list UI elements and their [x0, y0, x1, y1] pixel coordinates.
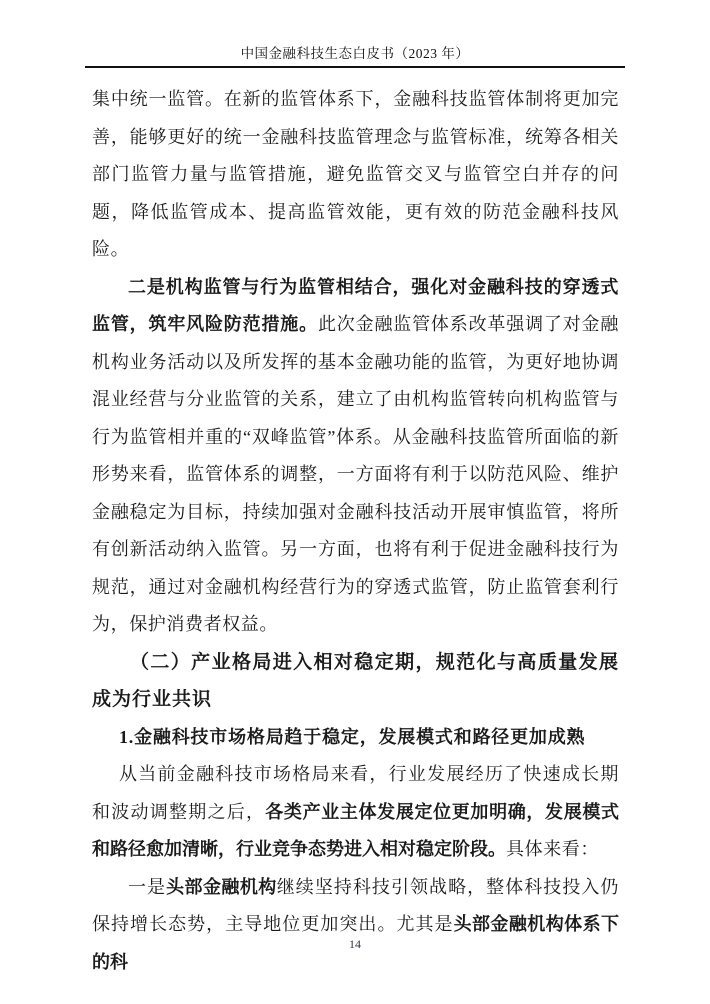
paragraph-3-bold: 各类产业主体发展定位更加明确，发展模式和路径愈加清晰，行业竞争态势进入相对稳定阶段。: [92, 801, 619, 859]
paragraph-2-bold-lead: 二是机构监管与行为监管相结合，强化对金融科技的穿透式监管，筑牢风险防范措施。: [92, 276, 619, 334]
header-title: 中国金融科技生态白皮书（2023 年）: [240, 46, 470, 61]
section-heading: [92, 644, 619, 719]
body-text: [92, 81, 619, 981]
paragraph-4-regular-2: 继续坚持科技引领战略，整体科技投入仍保持增长态势，主导地位更加突出。尤其是: [92, 876, 620, 934]
paragraph-4-bold-1: 头部金融机构: [166, 876, 277, 897]
sub-section-heading: [92, 719, 619, 757]
paragraph-3-regular-1: 从当前金融科技市场格局来看，行业发展经历了快速成长期和波动调整期之后，: [92, 764, 619, 822]
paragraph-1-text: 集中统一监管。在新的监管体系下，金融科技监管体制将更加完善，能够更好的统一金融科技监管理念与监管标准，统筹各相关部门监管力量与监管措施，避免监管交叉与监管空白并存的问题，降低监管成本、提高监管效能，更有效的防范金融科技风险。: [92, 89, 619, 259]
paragraph-4: [92, 869, 619, 982]
paragraph-4-regular-1: 一是: [128, 876, 167, 897]
paragraph-2: [92, 269, 619, 644]
page-header: [85, 45, 625, 68]
sub-section-heading-text: 1.金融科技市场格局趋于稳定，发展模式和路径更加成熟: [119, 726, 586, 747]
page-number: 14: [349, 937, 361, 951]
page-footer: [0, 937, 710, 952]
paragraph-4-bold-2: 头部金融机构体系下的科: [92, 914, 619, 972]
paragraph-2-regular: 此次金融监管体系改革强调了对金融机构业务活动以及所发挥的基本金融功能的监管，为更好地协调混业经营与分业监管的关系，建立了由机构监管转向机构监管与行为监管相并重的“双峰监管”体系。从金融科技监管所面临的新形势来看，监管体系的调整，一方面将有利于以防范风险、维护金融稳定为目标，持续加强对金融科技活动开展审慎监管，将所有创新活动纳入监管。另一方面，也将有利于促进金融科技行为规范，通过对金融机构经营行为的穿透式监管，防止监管套利行为，保护消费者权益。: [92, 314, 619, 634]
paragraph-3: [92, 756, 619, 869]
paragraph-3-regular-2: 具体来看：: [506, 839, 599, 859]
section-heading-text: （二）产业格局进入相对稳定期，规范化与高质量发展成为行业共识: [92, 651, 619, 710]
paragraph-1: [92, 81, 619, 269]
